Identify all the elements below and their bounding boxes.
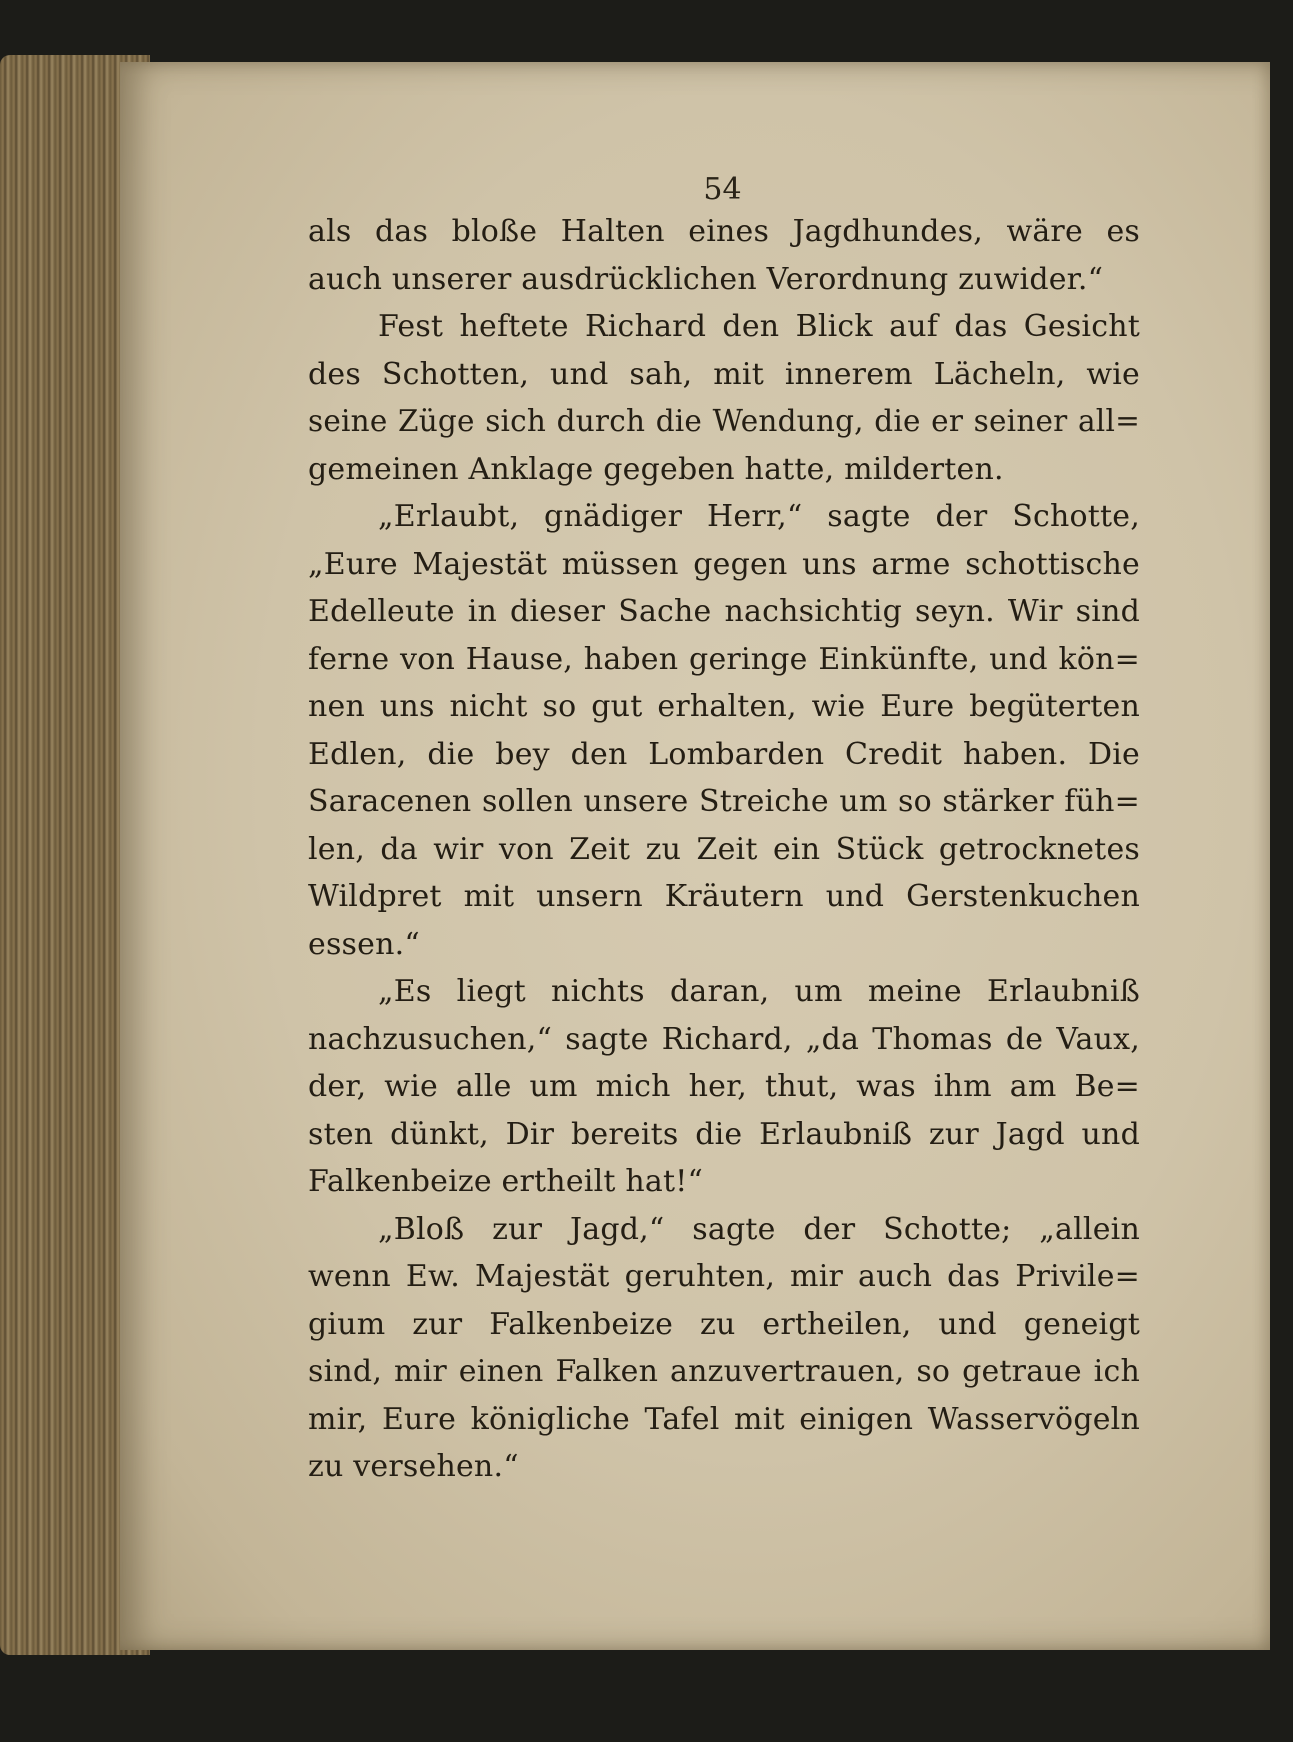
text-line: „Erlaubt, gnädiger Herr,“ sagte der Schotte,	[378, 499, 1140, 534]
text-line: Falkenbeize ertheilt hat!“	[308, 1164, 704, 1199]
text-line: Fest heftete Richard den Blick auf das Gesicht	[378, 309, 1140, 344]
page-number: 54	[703, 172, 742, 207]
text-line: nachzusuchen,“ sagte Richard, „da Thomas de Vaux,	[308, 1021, 1140, 1057]
text-line: Edlen, die bey den Lombarden Credit haben. Die	[308, 736, 1140, 772]
text-line: Wildpret mit unsern Kräutern und Gerstenkuchen	[308, 879, 1140, 914]
text-line: Edelleute in dieser Sache nachsichtig seyn. Wir sind	[308, 594, 1140, 629]
text-line: sten dünkt, Dir bereits die Erlaubniß zur Jagd und	[308, 1116, 1140, 1152]
text-line: nen uns nicht so gut erhalten, wie Eure begüterten	[308, 689, 1140, 724]
paragraph	[308, 1206, 1140, 1491]
text-line: wenn Ew. Majestät geruhten, mir auch das Privile=	[308, 1259, 1140, 1294]
paragraph	[308, 493, 1140, 968]
text-line: „Bloß zur Jagd,“ sagte der Schotte; „allein	[378, 1211, 1140, 1247]
text-line: gemeinen Anklage gegeben hatte, milderten.	[308, 451, 1004, 487]
text-line: als das bloße Halten eines Jagdhundes, wäre es	[308, 214, 1140, 249]
text-line: Saracenen sollen unsere Streiche um so stärker füh=	[308, 784, 1140, 819]
text-line: len, da wir von Zeit zu Zeit ein Stück getrocknetes	[308, 831, 1140, 867]
text-line: ferne von Hause, haben geringe Einkünfte, und kön=	[308, 641, 1140, 677]
body-text	[308, 208, 1140, 1491]
text-line: „Eure Majestät müssen gegen uns arme schottische	[308, 546, 1140, 582]
text-line: seine Züge sich durch die Wendung, die er seiner all=	[308, 404, 1140, 438]
text-line: zu versehen.“	[308, 1449, 519, 1484]
text-line: der, wie alle um mich her, thut, was ihm am Be=	[308, 1069, 1140, 1104]
text-line: des Schotten, und sah, mit innerem Lächeln, wie	[308, 356, 1140, 392]
paragraph	[308, 208, 1140, 303]
text-line: „Es liegt nichts daran, um meine Erlaubniß	[378, 974, 1140, 1009]
text-line: gium zur Falkenbeize zu ertheilen, und geneigt	[308, 1306, 1140, 1342]
text-line: essen.“	[308, 926, 420, 962]
text-line: auch unserer ausdrücklichen Verordnung zuwider.“	[308, 261, 1104, 297]
text-line: sind, mir einen Falken anzuvertrauen, so getraue ich	[308, 1354, 1140, 1389]
paragraph	[308, 303, 1140, 493]
paragraph	[308, 968, 1140, 1206]
text-line: mir, Eure königliche Tafel mit einigen Wasservögeln	[308, 1401, 1140, 1437]
